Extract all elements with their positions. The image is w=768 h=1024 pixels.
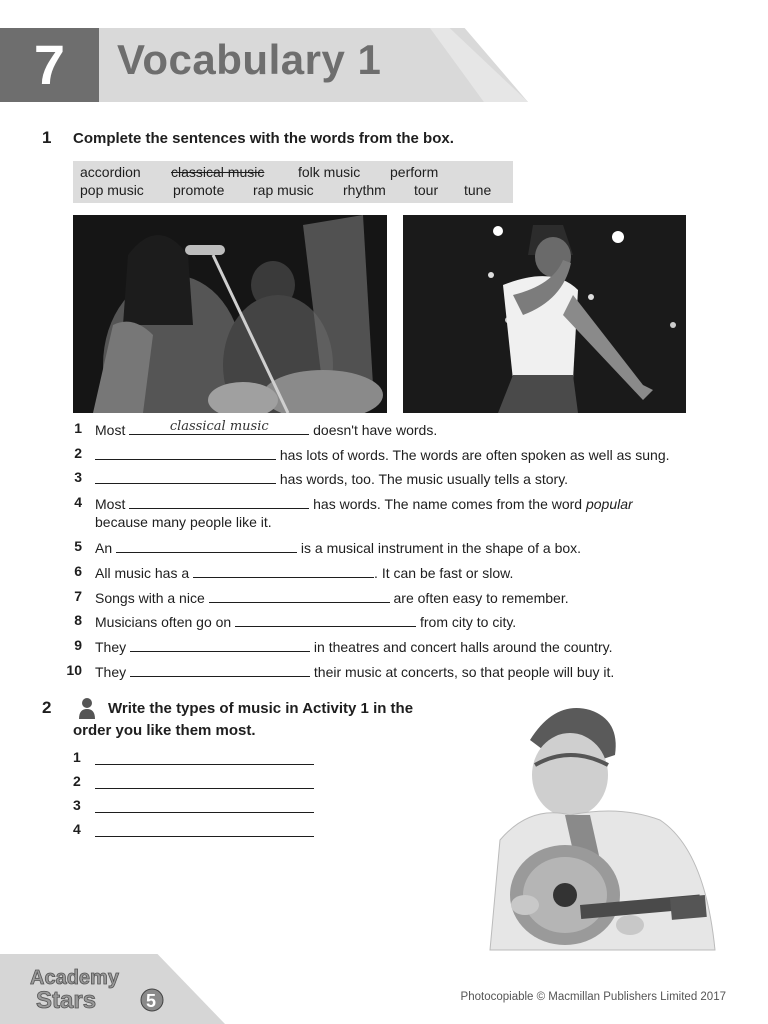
sentence-10	[95, 662, 614, 682]
answer-number: 3	[73, 797, 81, 813]
logo-text-line-2: Stars	[36, 987, 97, 1014]
word-box-item: rap music	[253, 182, 314, 198]
sentence-2	[95, 445, 670, 465]
sentence-8-number: 8	[74, 612, 82, 628]
sentence-3-number: 3	[74, 469, 82, 485]
activity-2-number: 2	[42, 698, 52, 717]
word-box-item: perform	[390, 164, 439, 180]
sentence-2-number: 2	[74, 445, 82, 461]
answer-blank[interactable]	[116, 538, 297, 553]
sentence-text: has words, too. The music usually tells a story.	[279, 471, 569, 487]
sentence-text: has lots of words. The words are often spoken as well as sung.	[279, 447, 670, 463]
sentence-9-number: 9	[74, 637, 82, 653]
sentence-9	[95, 637, 613, 657]
sentence-1	[95, 420, 437, 440]
sentence-10-number: 10	[66, 662, 82, 678]
sentence-text: An	[95, 540, 113, 556]
answer-line[interactable]	[95, 763, 314, 765]
sentence-6	[95, 563, 513, 583]
boy-with-guitar-photo	[470, 700, 728, 955]
answer-blank[interactable]	[129, 420, 309, 435]
word-box-item: tour	[414, 182, 439, 198]
answer-line[interactable]	[95, 787, 314, 789]
sentence-5-number: 5	[74, 538, 82, 554]
sentence-text: doesn't have words.	[313, 422, 438, 438]
unit-number: 7	[0, 28, 99, 102]
sentence-text: are often easy to remember.	[393, 590, 569, 606]
sentence-text: They	[95, 664, 127, 680]
sentence-3	[95, 469, 568, 489]
sentence-text: has words. The name comes from the word	[313, 496, 583, 512]
handwritten-answer: classical music	[169, 419, 269, 434]
answer-blank[interactable]	[129, 494, 309, 509]
sentence-6-number: 6	[74, 563, 82, 579]
sentence-text: their music at concerts, so that people will buy it.	[313, 664, 615, 680]
sentence-text: in theatres and concert halls around the country.	[313, 639, 613, 655]
word-box-item: promote	[173, 182, 225, 198]
sentence-text: Most	[95, 496, 126, 512]
page-title: Vocabulary 1	[117, 36, 382, 83]
sentence-text: They	[95, 639, 127, 655]
word-box-item: accordion	[80, 164, 141, 180]
answer-blank[interactable]	[209, 588, 390, 603]
sentence-text: All music has a	[95, 565, 190, 581]
sentence-text: from city to city.	[419, 614, 517, 630]
answer-line[interactable]	[95, 811, 314, 813]
kora-players-photo	[73, 215, 387, 413]
logo-text-line-1: Academy	[30, 967, 119, 989]
sentence-4-number: 4	[74, 494, 82, 510]
logo-level-number: 5	[146, 991, 157, 1011]
answer-line[interactable]	[95, 835, 314, 837]
answer-number: 2	[73, 773, 81, 789]
sentence-italic-word: popular	[585, 496, 633, 512]
sentence-text: is a musical instrument in the shape of a box.	[300, 540, 582, 556]
sentence-4	[95, 494, 633, 514]
copyright-notice: Photocopiable © Macmillan Publishers Limited 2017	[460, 991, 726, 1003]
personal-response-icon	[78, 697, 96, 719]
answer-blank[interactable]	[193, 563, 374, 578]
sentence-text: . It can be fast or slow.	[374, 565, 514, 581]
sentence-7-number: 7	[74, 588, 82, 604]
sentence-5	[95, 538, 581, 558]
word-box-item: folk music	[298, 164, 361, 180]
sentence-4-line-2: because many people like it.	[95, 514, 272, 530]
sentence-text: Musicians often go on	[95, 614, 232, 630]
answer-number: 4	[73, 821, 81, 837]
sentence-1-number: 1	[74, 420, 82, 436]
activity-1-number: 1	[42, 128, 52, 147]
sentence-text: Songs with a nice	[95, 590, 205, 606]
answer-number: 1	[73, 749, 81, 765]
activity-2-instruction-line-1: Write the types of music in Activity 1 in the	[108, 700, 414, 717]
word-box-item: pop music	[80, 182, 144, 198]
word-box-item-used: classical music	[171, 164, 265, 180]
word-box-item: tune	[464, 182, 492, 198]
answer-blank[interactable]	[95, 445, 276, 460]
activity-2-instruction-line-2: order you like them most.	[73, 722, 256, 739]
sentence-7	[95, 588, 569, 608]
word-box-item: rhythm	[343, 182, 386, 198]
academy-stars-logo	[26, 960, 166, 1016]
word-box	[73, 161, 513, 203]
activity-1-instruction: Complete the sentences with the words from the box.	[73, 130, 454, 147]
answer-blank[interactable]	[130, 637, 310, 652]
answer-blank[interactable]	[130, 662, 310, 677]
singer-on-stage-photo	[403, 215, 686, 413]
answer-blank[interactable]	[235, 612, 416, 627]
answer-blank[interactable]	[95, 469, 276, 484]
sentence-text: Most	[95, 422, 126, 438]
sentence-8	[95, 612, 516, 632]
